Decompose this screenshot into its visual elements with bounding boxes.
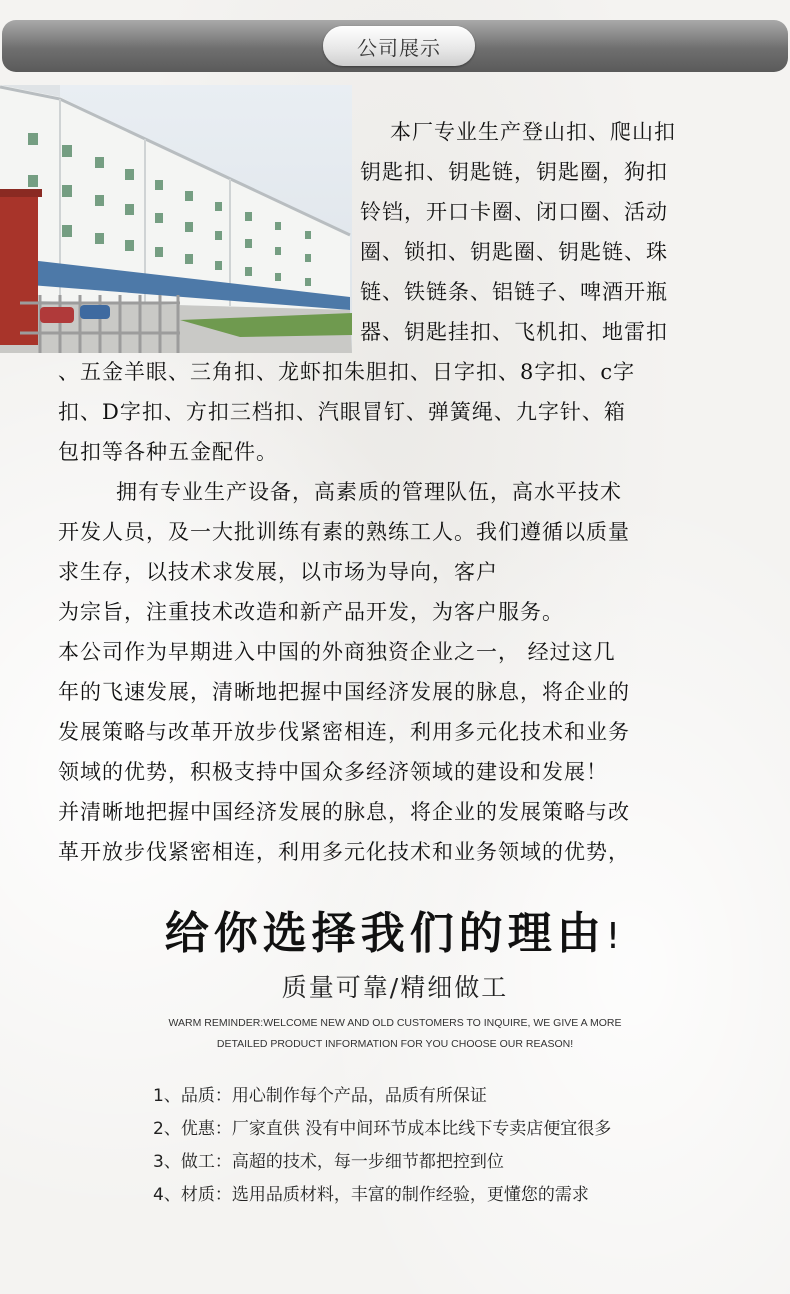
intro-line: 开发人员，及一大批训练有素的熟练工人。我们遵循以质量 <box>58 520 630 544</box>
section-title: 公司展示 <box>323 26 475 66</box>
reasons-list <box>153 1080 611 1212</box>
intro-line: 扣、D字扣、方扣三档扣、汽眼冒钉、弹簧绳、九字针、箱 <box>58 400 626 424</box>
intro-line: 并清晰地把握中国经济发展的脉息，将企业的发展策略与改 <box>58 800 630 824</box>
reason-item: 1、品质：用心制作每个产品，品质有所保证 <box>153 1086 487 1106</box>
reason-item: 3、做工：高超的技术，每一步细节都把控到位 <box>153 1152 504 1172</box>
intro-line: 、五金羊眼、三角扣、龙虾扣朱胆扣、日字扣、8字扣、c字 <box>58 360 636 384</box>
intro-line: 本厂专业生产登山扣、爬山扣 <box>390 120 676 144</box>
intro-line: 圈、锁扣、钥匙圈、钥匙链、珠 <box>360 240 668 264</box>
intro-line: 本公司作为早期进入中国的外商独资企业之一， 经过这几 <box>58 640 616 664</box>
reasons-heading-mark: ! <box>605 916 626 957</box>
reasons-heading <box>0 897 790 961</box>
warm-reminder-line: DETAILED PRODUCT INFORMATION FOR YOU CHOOSE OUR REASON! <box>216 1038 574 1050</box>
intro-line: 链、铁链条、铝链子、啤酒开瓶 <box>360 280 668 304</box>
reasons-subtitle: 质量可靠/精细做工 <box>281 973 509 1002</box>
intro-line: 年的飞速发展，清晰地把握中国经济发展的脉息，将企业的 <box>58 680 630 704</box>
warm-reminder <box>0 1013 790 1055</box>
intro-line: 为宗旨，注重技术改造和新产品开发，为客户服务。 <box>58 600 564 624</box>
company-intro <box>0 112 760 872</box>
reason-item: 4、材质：选用品质材料，丰富的制作经验，更懂您的需求 <box>153 1185 589 1205</box>
intro-line: 革开放步伐紧密相连，利用多元化技术和业务领域的优势， <box>58 840 630 864</box>
intro-line: 铃铛，开口卡圈、闭口圈、活动 <box>360 200 668 224</box>
reasons-heading-text: 给你选择我们的理由 <box>164 908 606 959</box>
intro-line: 器、钥匙挂扣、飞机扣、地雷扣 <box>360 320 668 344</box>
intro-line: 拥有专业生产设备，高素质的管理队伍，高水平技术 <box>116 480 622 504</box>
warm-reminder-line: WARM REMINDER:WELCOME NEW AND OLD CUSTOMERS TO INQUIRE, WE GIVE A MORE <box>168 1017 622 1029</box>
intro-line: 包扣等各种五金配件。 <box>58 440 278 464</box>
intro-line: 领域的优势，积极支持中国众多经济领域的建设和发展！ <box>58 760 608 784</box>
intro-line: 发展策略与改革开放步伐紧密相连，利用多元化技术和业务 <box>58 720 630 744</box>
intro-line: 钥匙扣、钥匙链，钥匙圈，狗扣 <box>360 160 668 184</box>
reason-item: 2、优惠：厂家直供 没有中间环节成本比线下专卖店便宜很多 <box>153 1119 612 1139</box>
intro-line: 求生存，以技术求发展，以市场为导向，客户 <box>58 560 498 584</box>
